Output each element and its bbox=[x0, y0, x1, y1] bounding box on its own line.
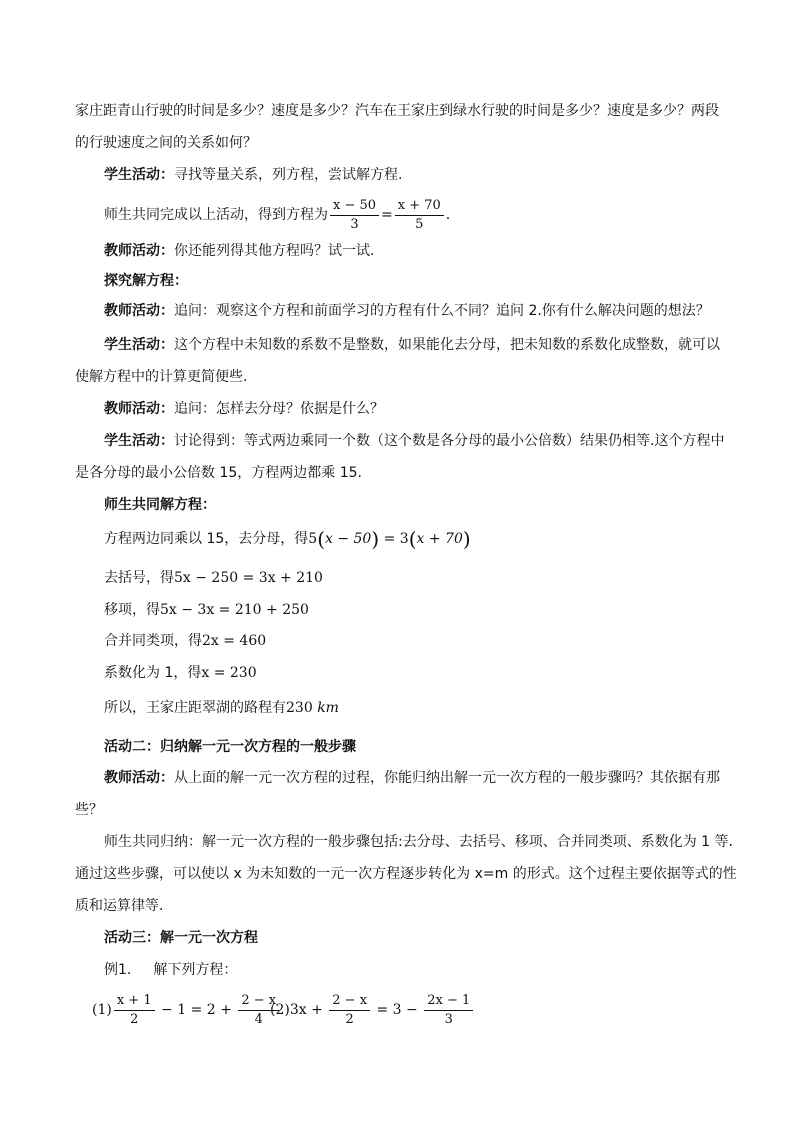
text: 你还能列得其他方程吗？试一试. bbox=[174, 243, 375, 259]
text: 解下列方程： bbox=[153, 962, 238, 978]
paragraph-line: 的行驶速度之间的关系如何？ bbox=[75, 135, 257, 151]
text: 系数化为 1，得 bbox=[104, 665, 202, 681]
fraction: $\frac{2x - 1}{3}$ bbox=[424, 992, 473, 1029]
label: 学生活动： bbox=[104, 433, 174, 449]
paragraph-line: 质和运算律等. bbox=[75, 898, 164, 914]
text: 师生共同完成以上活动，得到方程为 bbox=[104, 207, 328, 223]
equation: 5x − 250 = 3x + 210 bbox=[174, 570, 323, 586]
teacher-activity-2 bbox=[104, 301, 710, 321]
fraction bbox=[395, 197, 444, 234]
distance-value: 230 bbox=[286, 700, 313, 716]
label: 教师活动： bbox=[104, 243, 174, 259]
distance-unit: km bbox=[317, 700, 339, 716]
numerator: x + 70 bbox=[395, 197, 444, 216]
text: 所以，王家庄距翠湖的路程有 bbox=[104, 700, 286, 716]
solve-step-5 bbox=[104, 663, 257, 683]
denominator: 3 bbox=[350, 216, 359, 232]
solve-step-3 bbox=[104, 600, 309, 620]
joint-activity-equation bbox=[104, 193, 450, 237]
solve-step-2 bbox=[104, 568, 323, 588]
teacher-activity-3 bbox=[104, 399, 384, 419]
paragraph-line: 使解方程中的计算更简便些. bbox=[75, 369, 248, 385]
equation: 5(x − 50) = 3(x + 70) bbox=[308, 527, 471, 551]
student-activity-2 bbox=[104, 335, 720, 355]
text: 合并同类项，得 bbox=[104, 633, 202, 649]
label: 教师活动： bbox=[104, 401, 174, 417]
example-label: 例1. bbox=[104, 962, 132, 978]
explore-heading: 探究解方程： bbox=[104, 273, 188, 289]
example-equation-1: (1) $\frac{x + 1}{2}$ − 1 = 2 + $\frac{2 - x}{4}$ bbox=[92, 988, 281, 1032]
paragraph-line: 是各分母的最小公倍数 15，方程两边都乘 15. bbox=[75, 465, 362, 481]
equation bbox=[328, 197, 451, 232]
equals: = bbox=[381, 207, 393, 223]
equation: x = 230 bbox=[201, 665, 257, 681]
text: 这个方程中未知数的系数不是整数，如果能化去分母，把未知数的系数化成整数，就可以 bbox=[174, 337, 720, 353]
joint-solve-heading: 师生共同解方程： bbox=[104, 497, 216, 513]
joint-summary: 师生共同归纳：解一元一次方程的一般步骤包括:去分母、去括号、移项、合并同类项、系数化为 1 等. bbox=[104, 834, 733, 850]
activity-2-title: 活动二：归纳解一元一次方程的一般步骤 bbox=[104, 739, 356, 755]
item-number: (2) bbox=[270, 1002, 290, 1018]
fraction: $\frac{2 - x}{4}$ bbox=[238, 992, 279, 1029]
label: 学生活动： bbox=[104, 337, 174, 353]
item-number: (1) bbox=[92, 1002, 112, 1018]
solve-step-4 bbox=[104, 631, 266, 651]
teacher-activity-1 bbox=[104, 241, 374, 261]
solve-step-1 bbox=[104, 529, 471, 549]
example-equation-2: (2)3x + $\frac{2 - x}{2}$ = 3 − $\frac{2x - 1}{3}$ bbox=[270, 988, 475, 1032]
paragraph-line: 通过这些步骤，可以使以 x 为未知数的一元一次方程逐步转化为 x=m 的形式。这个过程主要依据等式的性 bbox=[75, 866, 737, 882]
text: 移项，得 bbox=[104, 602, 160, 618]
paragraph-line: 家庄距青山行驶的时间是多少？速度是多少？汽车在王家庄到绿水行驶的时间是多少？速度是多少？两段 bbox=[75, 103, 719, 119]
paragraph-line: 些？ bbox=[75, 802, 103, 818]
text: 追问：怎样去分母？依据是什么？ bbox=[174, 401, 384, 417]
label: 教师活动： bbox=[104, 770, 174, 786]
fraction: $\frac{2 - x}{2}$ bbox=[329, 992, 370, 1029]
fraction bbox=[330, 197, 379, 234]
student-activity-1 bbox=[104, 165, 402, 185]
text: 讨论得到：等式两边乘同一个数（这个数是各分母的最小公倍数）结果仍相等.这个方程中 bbox=[174, 433, 725, 449]
label: 教师活动： bbox=[104, 303, 174, 319]
conclusion bbox=[104, 698, 339, 718]
period: . bbox=[445, 207, 451, 223]
denominator: 5 bbox=[415, 216, 424, 232]
equation: 2x = 460 bbox=[202, 633, 267, 649]
fraction: $\frac{x + 1}{2}$ bbox=[114, 992, 155, 1029]
text: 追问：观察这个方程和前面学习的方程有什么不同？追问 2.你有什么解决问题的想法？ bbox=[174, 303, 710, 319]
equation: 5x − 3x = 210 + 250 bbox=[160, 602, 309, 618]
text: 去括号，得 bbox=[104, 570, 174, 586]
text: 寻找等量关系，列方程，尝试解方程. bbox=[174, 167, 403, 183]
teacher-activity-4 bbox=[104, 768, 720, 788]
example-1-heading bbox=[104, 960, 237, 980]
text: 方程两边同乘以 15，去分母，得 bbox=[104, 531, 309, 547]
text: 从上面的解一元一次方程的过程，你能归纳出解一元一次方程的一般步骤吗？其依据有那 bbox=[174, 770, 720, 786]
activity-3-title: 活动三：解一元一次方程 bbox=[104, 930, 258, 946]
numerator: x − 50 bbox=[330, 197, 379, 216]
label: 学生活动： bbox=[104, 167, 174, 183]
student-activity-3 bbox=[104, 431, 724, 451]
